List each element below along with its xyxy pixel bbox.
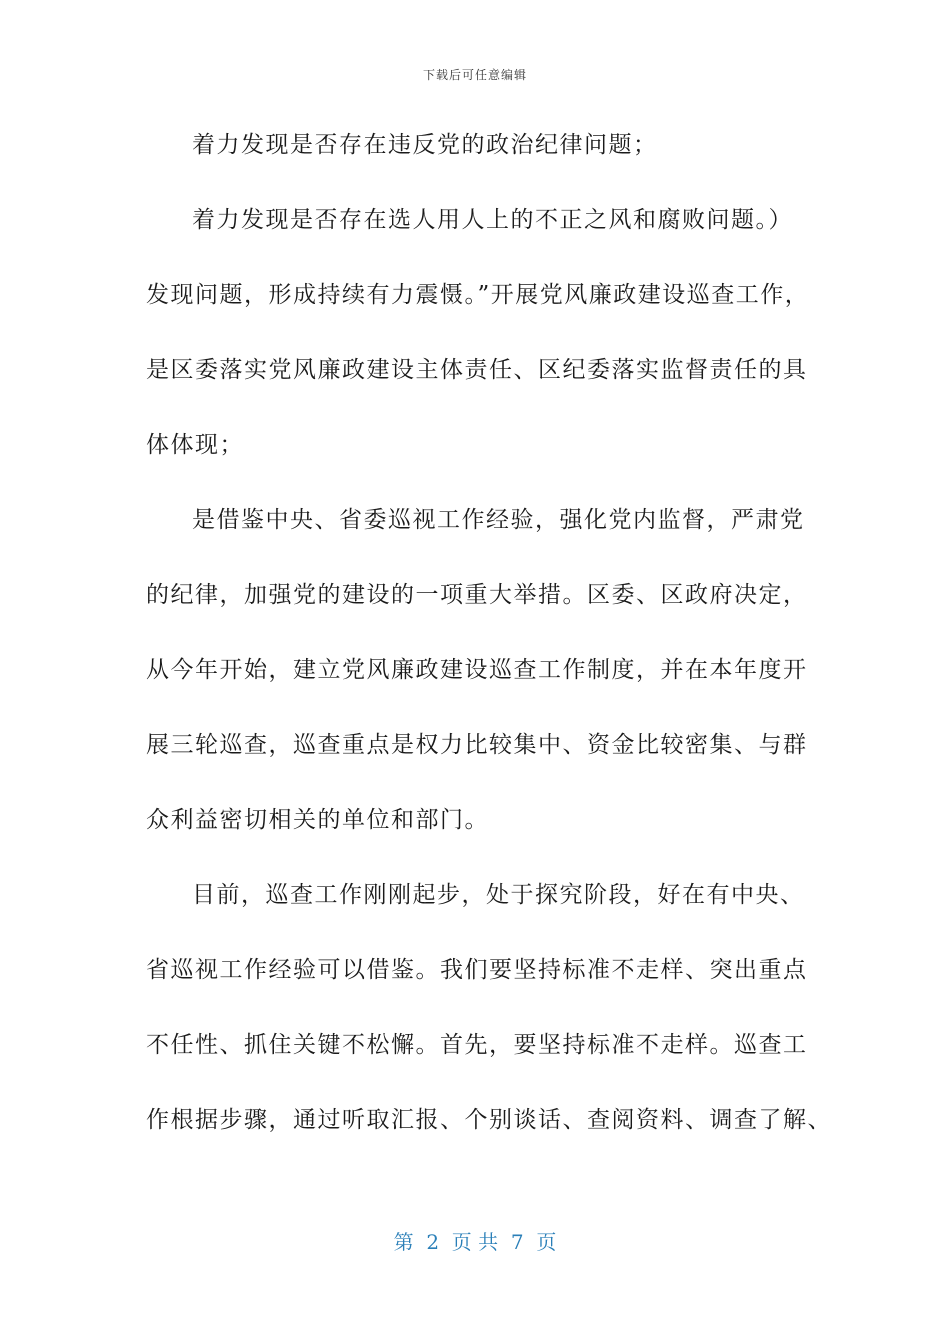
text-line: 从今年开始，建立党风廉政建设巡查工作制度，并在本年度开 bbox=[146, 657, 808, 683]
text-line: 众利益密切相关的单位和部门。 bbox=[146, 807, 489, 833]
text-line: 是借鉴中央、省委巡视工作经验，强化党内监督，严肃党 bbox=[192, 507, 805, 533]
text-line: 目前，巡查工作刚刚起步，处于探究阶段，好在有中央、 bbox=[192, 882, 805, 908]
text-line: 着力发现是否存在选人用人上的不正之风和腐败问题。） bbox=[192, 207, 793, 233]
text-line: 的纪律，加强党的建设的一项重大举措。区委、区政府决定， bbox=[146, 582, 808, 608]
page-footer: 第 2 页 共 7 页 bbox=[393, 1230, 557, 1254]
page-header: 下载后可任意编辑 bbox=[422, 68, 527, 82]
text-line: 是区委落实党风廉政建设主体责任、区纪委落实监督责任的具 bbox=[146, 357, 808, 383]
text-line: 不任性、抓住关键不松懈。首先，要坚持标准不走样。巡查工 bbox=[146, 1032, 808, 1058]
text-line: 着力发现是否存在违反党的政治纪律问题； bbox=[192, 132, 658, 158]
text-line: 省巡视工作经验可以借鉴。我们要坚持标准不走样、突出重点 bbox=[146, 957, 808, 983]
text-line: 发现问题，形成持续有力震慑。”开展党风廉政建设巡查工作， bbox=[146, 282, 810, 308]
text-line: 展三轮巡查，巡查重点是权力比较集中、资金比较密集、与群 bbox=[146, 732, 808, 758]
text-line: 作根据步骤，通过听取汇报、个别谈话、查阅资料、调查了解、 bbox=[146, 1107, 832, 1133]
text-line: 体体现； bbox=[146, 432, 244, 458]
